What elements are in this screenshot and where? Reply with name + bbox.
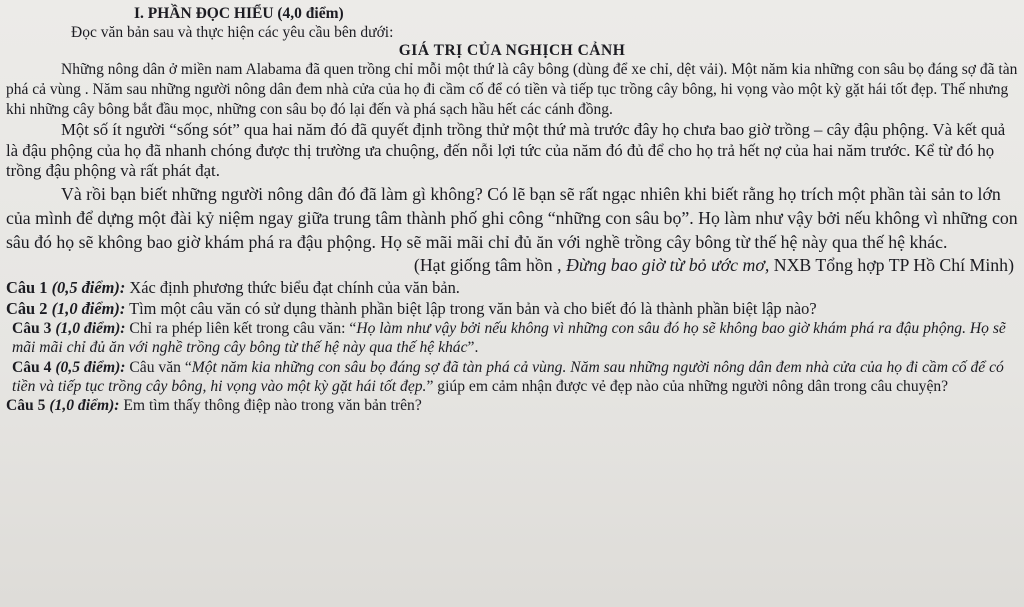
question-quote: Một năm kia những con sâu bọ đáng sợ đã tàn phá cả vùng. Năm sau những người nông dân đem nhà cửa của họ đi cầm cố để có tiền và tiếp tục trồng cây bông, hi vọng vào một kỳ gặt hái tốt đẹp. bbox=[12, 358, 1004, 395]
paragraph-3: Và rồi bạn biết những người nông dân đó đã làm gì không? Có lẽ bạn sẽ rất ngạc nhiên khi biết rằng họ trích một phần tài sản to lớn của mình để dựng một đài kỷ niệm ngay giữa trung tâm thành phố ghi công “những con sâu bọ”. Họ làm như vậy bởi nếu không vì những con sâu đó họ sẽ không bao giờ khám phá ra đậu phộng. Họ sẽ mãi mãi chỉ đủ ăn với nghề trồng cây bông từ thế hệ này qua thế hệ khác. bbox=[6, 183, 1018, 252]
paragraph-2: Một số ít người “sống sót” qua hai năm đó đã quyết định trồng thử một thứ mà trước đây họ chưa bao giờ trồng – cây đậu phộng. Và kết quả là đậu phộng của họ đã nhanh chóng được thị trường ưa chuộng, đến nỗi lợi tức của năm đó đủ để cho họ trả hết nợ của hai năm trước. Kể từ đó họ trồng đậu phộng và rất phát đạt. bbox=[6, 120, 1006, 180]
source-suffix: NXB Tổng hợp TP Hồ Chí Minh) bbox=[769, 254, 1014, 275]
question-quote: Họ làm như vậy bởi nếu không vì những con sâu đó họ sẽ không bao giờ khám phá ra đậu phộng. Họ sẽ mãi mãi chỉ đủ ăn với nghề trồng cây bông từ thế hệ này qua thế hệ khác bbox=[12, 319, 1006, 356]
source-citation bbox=[6, 254, 1018, 277]
question-points: (1,0 điểm): bbox=[49, 396, 120, 414]
question-text: Em tìm thấy thông điệp nào trong văn bản trên? bbox=[119, 396, 422, 414]
question-text: Câu văn “ bbox=[125, 358, 192, 376]
question-text: Xác định phương thức biểu đạt chính của văn bản. bbox=[125, 277, 460, 297]
question-2 bbox=[6, 298, 1018, 319]
question-text-after: ”. bbox=[467, 339, 479, 356]
question-label: Câu 4 bbox=[12, 358, 52, 376]
question-text: Chỉ ra phép liên kết trong câu văn: “ bbox=[125, 319, 357, 337]
source-book-title: Đừng bao giờ từ bỏ ước mơ, bbox=[566, 254, 770, 275]
question-text: Tìm một câu văn có sử dụng thành phần biệt lập trong văn bản và cho biết đó là thành phần biệt lập nào? bbox=[125, 298, 817, 318]
question-4 bbox=[6, 358, 1018, 397]
question-3 bbox=[6, 319, 1018, 358]
question-label: Câu 2 bbox=[6, 298, 48, 318]
paragraph-1: Những nông dân ở miền nam Alabama đã quen trồng chỉ mỗi một thứ là cây bông (dùng để xe chỉ, dệt vải). Một năm kia những con sâu bọ đáng sợ đã tàn phá cả vùng . Năm sau những người nông dân đem nhà cửa của họ đi cầm cố để có tiền và tiếp tục trồng cây bông, hi vọng vào một kỳ gặt hái tốt đẹp. Thế nhưng khi những cây bông bắt đầu mọc, những con sâu bọ đó lại đến và phá sạch hầu hết các cánh đồng. bbox=[6, 61, 1018, 118]
section-heading: I. PHẦN ĐỌC HIỂU (4,0 điểm) bbox=[134, 5, 344, 22]
source-prefix: (Hạt giống tâm hồn , bbox=[413, 254, 567, 275]
question-label: Câu 5 bbox=[6, 396, 46, 414]
question-points: (1,0 điểm): bbox=[55, 319, 126, 337]
question-label: Câu 3 bbox=[12, 319, 52, 337]
question-5 bbox=[6, 397, 1018, 415]
question-points: (0,5 điểm): bbox=[55, 358, 126, 376]
passage bbox=[6, 60, 1018, 254]
question-text-after: ” giúp em cảm nhận được vẻ đẹp nào của những người nông dân trong câu chuyện? bbox=[426, 378, 949, 395]
instruction: Đọc văn bản sau và thực hiện các yêu cầu bên dưới: bbox=[71, 24, 394, 41]
passage-title: GIÁ TRỊ CỦA NGHỊCH CẢNH bbox=[398, 42, 626, 59]
question-points: (0,5 điểm): bbox=[51, 277, 126, 297]
question-label: Câu 1 bbox=[6, 277, 48, 297]
question-points: (1,0 điểm): bbox=[51, 298, 126, 318]
question-1 bbox=[6, 277, 1018, 298]
